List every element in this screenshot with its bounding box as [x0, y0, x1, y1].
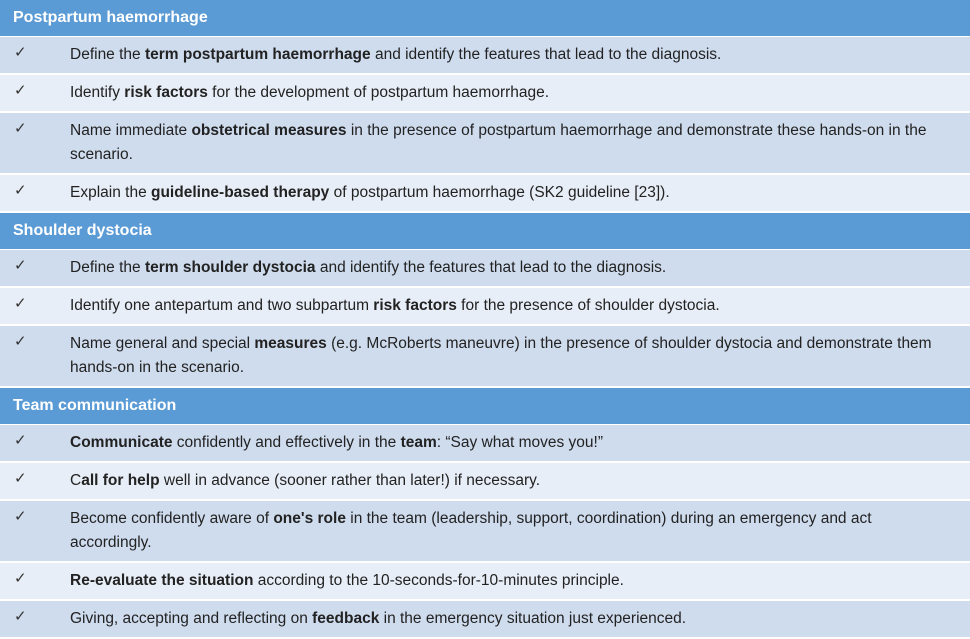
checkmark-icon: ✓ — [14, 470, 27, 487]
row-text: Define the term postpartum haemorrhage and identify the features that lead to the diagnosis. — [70, 46, 722, 63]
checkmark-icon: ✓ — [14, 257, 27, 274]
checkmark-icon: ✓ — [14, 333, 27, 350]
table-row — [0, 288, 970, 326]
row-text: Communicate confidently and effectively in the team: “Say what moves you!” — [70, 434, 604, 451]
checkmark-icon: ✓ — [14, 508, 27, 525]
row-text: Identify one antepartum and two subpartum risk factors for the presence of shoulder dystocia. — [70, 297, 720, 314]
row-text: Call for help well in advance (sooner rather than later!) if necessary. — [70, 472, 541, 489]
table-row — [0, 75, 970, 113]
table-row — [0, 37, 970, 75]
row-text: Re-evaluate the situation according to the 10-seconds-for-10-minutes principle. — [70, 572, 624, 589]
checkmark-icon: ✓ — [14, 44, 27, 61]
row-text: Name immediate obstetrical measures in the presence of postpartum haemorrhage and demonstrate these hands-on in the scenario. — [70, 122, 927, 163]
table-row — [0, 250, 970, 288]
row-text: Explain the guideline-based therapy of postpartum haemorrhage (SK2 guideline [23]). — [70, 184, 670, 201]
row-text: Name general and special measures (e.g. McRoberts maneuvre) in the presence of shoulder dystocia and demonstrate them hands-on in the scenario. — [70, 335, 932, 376]
checkmark-icon: ✓ — [14, 608, 27, 625]
table-row — [0, 326, 970, 388]
table-row — [0, 463, 970, 501]
row-text: Define the term shoulder dystocia and identify the features that lead to the diagnosis. — [70, 259, 667, 276]
checkmark-icon: ✓ — [14, 182, 27, 199]
row-text: Giving, accepting and reflecting on feedback in the emergency situation just experienced. — [70, 610, 687, 627]
row-text: Identify risk factors for the development of postpartum haemorrhage. — [70, 84, 550, 101]
table-row — [0, 563, 970, 601]
checkmark-icon: ✓ — [14, 120, 27, 137]
table-row — [0, 113, 970, 175]
section-header-postpartum-haemorrhage: Postpartum haemorrhage — [0, 0, 970, 37]
checkmark-icon: ✓ — [14, 82, 27, 99]
row-text: Become confidently aware of one's role in the team (leadership, support, coordination) during an emergency and act accordingly. — [70, 510, 872, 551]
checkmark-icon: ✓ — [14, 295, 27, 312]
checkmark-icon: ✓ — [14, 432, 27, 449]
section-header-team-communication: Team communication — [0, 388, 970, 425]
table-row — [0, 501, 970, 563]
table-row — [0, 425, 970, 463]
table-row — [0, 601, 970, 639]
checkmark-icon: ✓ — [14, 570, 27, 587]
section-header-shoulder-dystocia: Shoulder dystocia — [0, 213, 970, 250]
table-row — [0, 175, 970, 213]
